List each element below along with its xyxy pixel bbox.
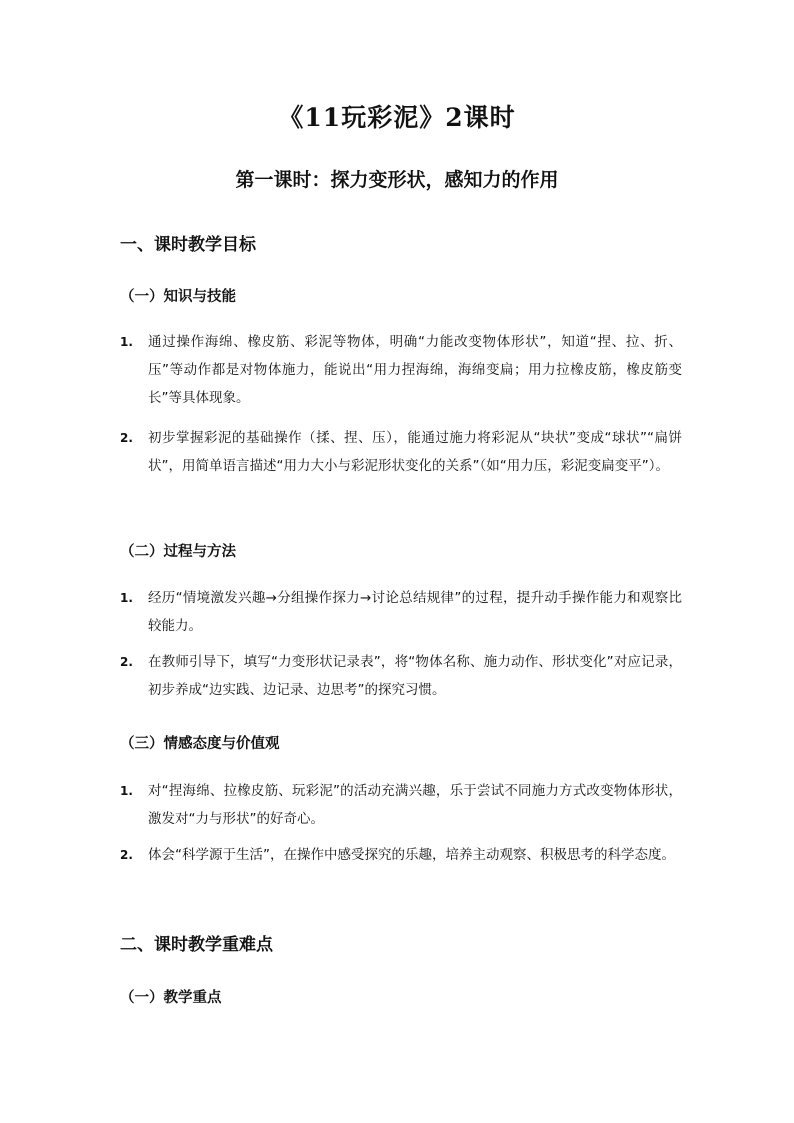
list-item-number: 2.	[120, 848, 133, 862]
list-item-text: 通过操作海绵、橡皮筋、彩泥等物体，明确“力能改变物体形状”，知道“捏、拉、折、压”等动作都是对物体施力，能说出“用力捏海绵，海绵变扁；用力拉橡皮筋，橡皮筋变长”等具体现象。	[148, 334, 682, 406]
list-item-text: 对“捏海绵、拉橡皮筋、玩彩泥”的活动充满兴趣，乐于尝试不同施力方式改变物体形状，激发对“力与形状”的好奇心。	[148, 783, 682, 827]
section-heading-key-points: 二、课时教学重难点	[120, 935, 273, 955]
subsection-heading-focus: （一）教学重点	[120, 990, 222, 1006]
list-item-number: 1.	[120, 784, 133, 798]
list-item-text: 在教师引导下，填写“力变形状记录表”，将“物体名称、施力动作、形状变化”对应记录，初步养成“边实践、边记录、边思考”的探究习惯。	[148, 654, 682, 698]
subsection-heading-attitude: （三）情感态度与价值观	[120, 736, 280, 752]
list-item-number: 1.	[120, 335, 133, 349]
list-item-text: 经历“情境激发兴趣→分组操作探力→讨论总结规律”的过程，提升动手操作能力和观察比较能力。	[148, 590, 682, 634]
section-heading-objectives: 一、课时教学目标	[120, 235, 256, 255]
document-title: 《11玩彩泥》2课时	[278, 103, 516, 132]
list-item-number: 2.	[120, 431, 133, 445]
subsection-heading-knowledge: （一）知识与技能	[120, 289, 236, 305]
subsection-heading-process: （二）过程与方法	[120, 544, 236, 560]
list-item-text: 初步掌握彩泥的基础操作（揉、捏、压），能通过施力将彩泥从“块状”变成“球状”“扁饼状”，用简单语言描述“用力大小与彩泥形状变化的关系”（如“用力压，彩泥变扁变平”）。	[148, 430, 682, 474]
document-subtitle: 第一课时：探力变形状，感知力的作用	[235, 169, 559, 191]
list-item-number: 1.	[120, 591, 133, 605]
list-item-number: 2.	[120, 655, 133, 669]
list-item-text: 体会“科学源于生活”，在操作中感受探究的乐趣，培养主动观察、积极思考的科学态度。	[148, 847, 675, 863]
